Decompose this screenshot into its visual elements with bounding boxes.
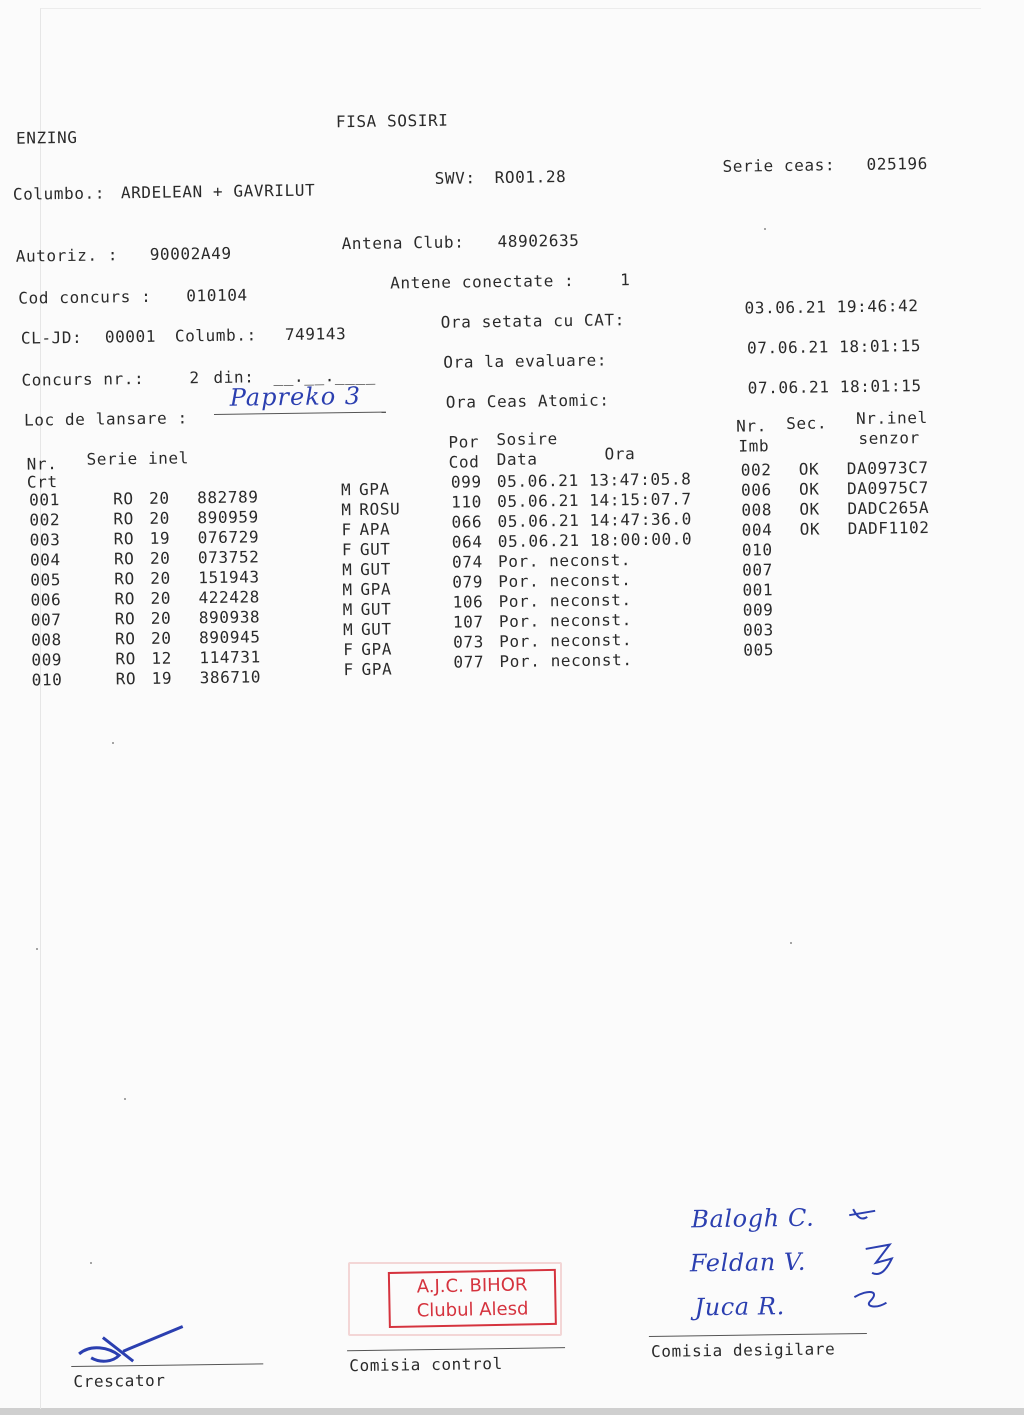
cell-sensor: DA0975C7 bbox=[846, 477, 930, 499]
cell-color: GUT bbox=[360, 619, 392, 639]
cell-nr: 009 bbox=[31, 650, 63, 670]
cell-arrival: 05.06.21 13:47:05.8 bbox=[496, 469, 692, 492]
cell-sensor: DADC265A bbox=[847, 497, 930, 519]
cell-sec: OK bbox=[798, 459, 820, 479]
cell-arrival: Por. neconst. bbox=[499, 630, 633, 652]
ora-cat-label: Ora setata cu CAT: bbox=[440, 310, 626, 332]
cell-year: 20 bbox=[149, 508, 171, 528]
cell-color: GUT bbox=[359, 539, 391, 559]
cell-arrival: 05.06.21 14:47:36.0 bbox=[497, 509, 693, 532]
cell-nr: 003 bbox=[29, 530, 61, 550]
cell-nr: 006 bbox=[30, 590, 62, 610]
cell-sensor: DADF1102 bbox=[847, 517, 930, 539]
cell-nr: 001 bbox=[29, 490, 60, 510]
ora-eval-value: 07.06.21 18:01:15 bbox=[746, 336, 922, 358]
cod-concurs-value: 010104 bbox=[186, 285, 248, 306]
col-por-line2: Cod bbox=[448, 452, 480, 472]
cell-sex: F bbox=[341, 520, 352, 540]
cell-year: 20 bbox=[149, 488, 170, 508]
cell-cod: 107 bbox=[452, 612, 484, 632]
ora-cat-value: 03.06.21 19:46:42 bbox=[744, 296, 919, 318]
cell-cod: 106 bbox=[452, 592, 484, 612]
cell-ring: 882789 bbox=[197, 487, 259, 508]
cell-sex: F bbox=[341, 540, 353, 560]
cell-imb: 003 bbox=[742, 620, 774, 640]
cell-country: RO bbox=[115, 649, 136, 669]
col-sosire-line2: Data bbox=[496, 449, 538, 470]
stamp-line-2: Clubul Alesd bbox=[416, 1298, 529, 1322]
cell-color: GPA bbox=[361, 639, 393, 659]
cell-color: GPA bbox=[360, 579, 392, 599]
col-nrinel-line2: senzor bbox=[858, 428, 920, 448]
cell-year: 20 bbox=[150, 628, 172, 648]
cell-country: RO bbox=[113, 489, 134, 509]
cell-sec: OK bbox=[799, 499, 820, 519]
cell-sensor: DA0973C7 bbox=[846, 457, 929, 479]
col-sosire-line1: Sosire bbox=[496, 429, 558, 450]
col-sec: Sec. bbox=[786, 413, 828, 433]
cell-imb: 008 bbox=[741, 500, 773, 520]
cell-year: 20 bbox=[150, 588, 172, 608]
loc-underline bbox=[214, 412, 386, 415]
cell-sec: OK bbox=[798, 479, 820, 499]
cell-sex: M bbox=[342, 600, 354, 620]
col-nrimb-line2: Imb bbox=[738, 436, 770, 456]
cell-country: RO bbox=[114, 609, 136, 629]
comisia-desigilare-label: Comisia desigilare bbox=[650, 1339, 836, 1361]
cell-nr: 002 bbox=[29, 510, 61, 530]
col-nr-line1: Nr. bbox=[26, 454, 58, 474]
cell-nr: 007 bbox=[30, 610, 62, 630]
cell-year: 19 bbox=[149, 528, 171, 548]
comisia-control-label: Comisia control bbox=[349, 1354, 503, 1376]
cell-ring: 073752 bbox=[197, 547, 260, 568]
cell-ring: 386710 bbox=[199, 667, 262, 688]
cell-cod: 073 bbox=[453, 632, 485, 652]
col-ora: Ora bbox=[604, 444, 636, 464]
cell-imb: 001 bbox=[742, 580, 774, 600]
antene-value: 1 bbox=[620, 270, 631, 290]
cell-sex: F bbox=[343, 660, 354, 680]
cell-ring: 114731 bbox=[199, 647, 261, 668]
cell-country: RO bbox=[114, 629, 136, 649]
cell-arrival: Por. neconst. bbox=[498, 570, 632, 592]
columbo-value: ARDELEAN + GAVRILUT bbox=[120, 180, 316, 203]
serie-ceas-label: Serie ceas: bbox=[722, 155, 836, 176]
cell-imb: 009 bbox=[742, 600, 774, 620]
comisia-control-line bbox=[347, 1347, 565, 1351]
cell-country: RO bbox=[113, 529, 135, 549]
cell-ring: 890959 bbox=[197, 507, 259, 528]
swv-value: RO01.28 bbox=[494, 167, 567, 188]
crescator-label: Crescator bbox=[73, 1370, 166, 1392]
cell-country: RO bbox=[114, 569, 135, 589]
cell-arrival: Por. neconst. bbox=[498, 610, 633, 632]
antena-club-value: 48902635 bbox=[497, 230, 580, 251]
cell-imb: 005 bbox=[743, 640, 775, 660]
concurs-label: Concurs nr.: bbox=[21, 368, 145, 390]
cell-nr: 010 bbox=[31, 670, 63, 690]
cell-nr: 004 bbox=[29, 550, 61, 570]
cell-imb: 002 bbox=[740, 460, 772, 480]
cell-ring: 151943 bbox=[198, 567, 260, 588]
cell-arrival: 05.06.21 18:00:00.0 bbox=[497, 529, 693, 552]
cljd-label: CL-JD: bbox=[20, 327, 83, 348]
cell-sex: F bbox=[343, 640, 354, 660]
cell-imb: 010 bbox=[741, 540, 773, 560]
cell-sec: OK bbox=[799, 519, 821, 539]
col-nrimb-line1: Nr. bbox=[736, 416, 768, 436]
cell-cod: 079 bbox=[452, 572, 484, 592]
cell-cod: 074 bbox=[451, 552, 483, 572]
cell-color: GPA bbox=[358, 479, 390, 499]
loc-label: Loc de lansare : bbox=[23, 408, 188, 430]
cell-color: GPA bbox=[361, 659, 393, 679]
col-nrinel-line1: Nr.inel bbox=[855, 408, 928, 428]
comisia-desigilare-line bbox=[649, 1333, 867, 1337]
cell-color: ROSU bbox=[359, 499, 401, 519]
stamp-line-1: A.J.C. BIHOR bbox=[416, 1274, 528, 1298]
ora-atomic-value: 07.06.21 18:01:15 bbox=[747, 376, 922, 398]
cell-color: GUT bbox=[360, 559, 391, 579]
cell-imb: 006 bbox=[740, 480, 772, 500]
concurs-value: 2 bbox=[189, 368, 200, 388]
org-name: ENZING bbox=[15, 127, 78, 148]
autoriz-label: Autoriz. : bbox=[15, 245, 119, 266]
signature-name-1: Balogh C. bbox=[691, 1203, 815, 1234]
cell-year: 20 bbox=[150, 608, 172, 628]
signature-name-2: Feldan V. bbox=[689, 1247, 807, 1278]
cell-nr: 005 bbox=[30, 570, 62, 590]
cell-year: 19 bbox=[151, 668, 173, 688]
cell-sex: M bbox=[342, 560, 353, 580]
swv-label: SWV: bbox=[434, 168, 476, 188]
cell-nr: 008 bbox=[30, 630, 62, 650]
col-nr-line2: Crt bbox=[26, 472, 58, 492]
col-serie-inel: Serie inel bbox=[86, 448, 190, 469]
columb-label: Columb.: bbox=[174, 325, 257, 346]
cell-cod: 099 bbox=[450, 472, 482, 492]
col-por-line1: Por bbox=[448, 432, 480, 452]
cell-arrival: 05.06.21 14:15:07.7 bbox=[497, 489, 692, 512]
cell-cod: 066 bbox=[451, 512, 483, 532]
loc-value-handwritten: Papreko 3 bbox=[229, 381, 362, 412]
cell-sex: M bbox=[340, 480, 352, 500]
din-label: din: bbox=[213, 367, 255, 387]
cell-country: RO bbox=[114, 589, 136, 609]
initials-scribbles bbox=[845, 1200, 917, 1321]
cell-country: RO bbox=[113, 549, 135, 569]
cell-sex: M bbox=[341, 500, 352, 520]
cell-year: 12 bbox=[151, 648, 172, 668]
serie-ceas-value: 025196 bbox=[866, 153, 929, 174]
antena-club-label: Antena Club: bbox=[341, 232, 465, 254]
cell-year: 20 bbox=[150, 568, 171, 588]
columb-value: 749143 bbox=[284, 324, 347, 344]
cell-cod: 064 bbox=[451, 532, 483, 552]
cell-ring: 890938 bbox=[198, 607, 261, 628]
club-stamp bbox=[388, 1269, 557, 1328]
autoriz-value: 90002A49 bbox=[149, 243, 232, 264]
ora-atomic-label: Ora Ceas Atomic: bbox=[445, 390, 610, 412]
cell-country: RO bbox=[113, 509, 135, 529]
cell-sex: M bbox=[342, 620, 354, 640]
columbo-label: Columbo.: bbox=[12, 183, 106, 204]
din-value: __.__.____ bbox=[273, 365, 376, 387]
cell-year: 20 bbox=[149, 548, 171, 568]
cell-sex: M bbox=[342, 580, 353, 600]
cell-arrival: Por. neconst. bbox=[499, 650, 633, 672]
cell-ring: 076729 bbox=[197, 527, 260, 548]
cell-ring: 422428 bbox=[198, 587, 261, 608]
cell-cod: 077 bbox=[453, 652, 485, 672]
cell-color: APA bbox=[359, 519, 391, 539]
cljd-value: 00001 bbox=[104, 326, 157, 347]
cell-country: RO bbox=[115, 669, 137, 689]
cell-arrival: Por. neconst. bbox=[498, 590, 632, 612]
cell-imb: 007 bbox=[742, 560, 774, 580]
antene-label: Antene conectate : bbox=[390, 270, 575, 293]
cod-concurs-label: Cod concurs : bbox=[18, 286, 152, 308]
cell-color: GUT bbox=[360, 599, 392, 619]
cell-ring: 890945 bbox=[198, 627, 261, 648]
document-title: FISA SOSIRI bbox=[335, 110, 449, 132]
cell-cod: 110 bbox=[451, 492, 483, 512]
ora-eval-label: Ora la evaluare: bbox=[443, 350, 608, 372]
cell-imb: 004 bbox=[741, 520, 773, 540]
signature-name-3: Juca R. bbox=[694, 1292, 786, 1322]
cell-arrival: Por. neconst. bbox=[497, 550, 632, 572]
